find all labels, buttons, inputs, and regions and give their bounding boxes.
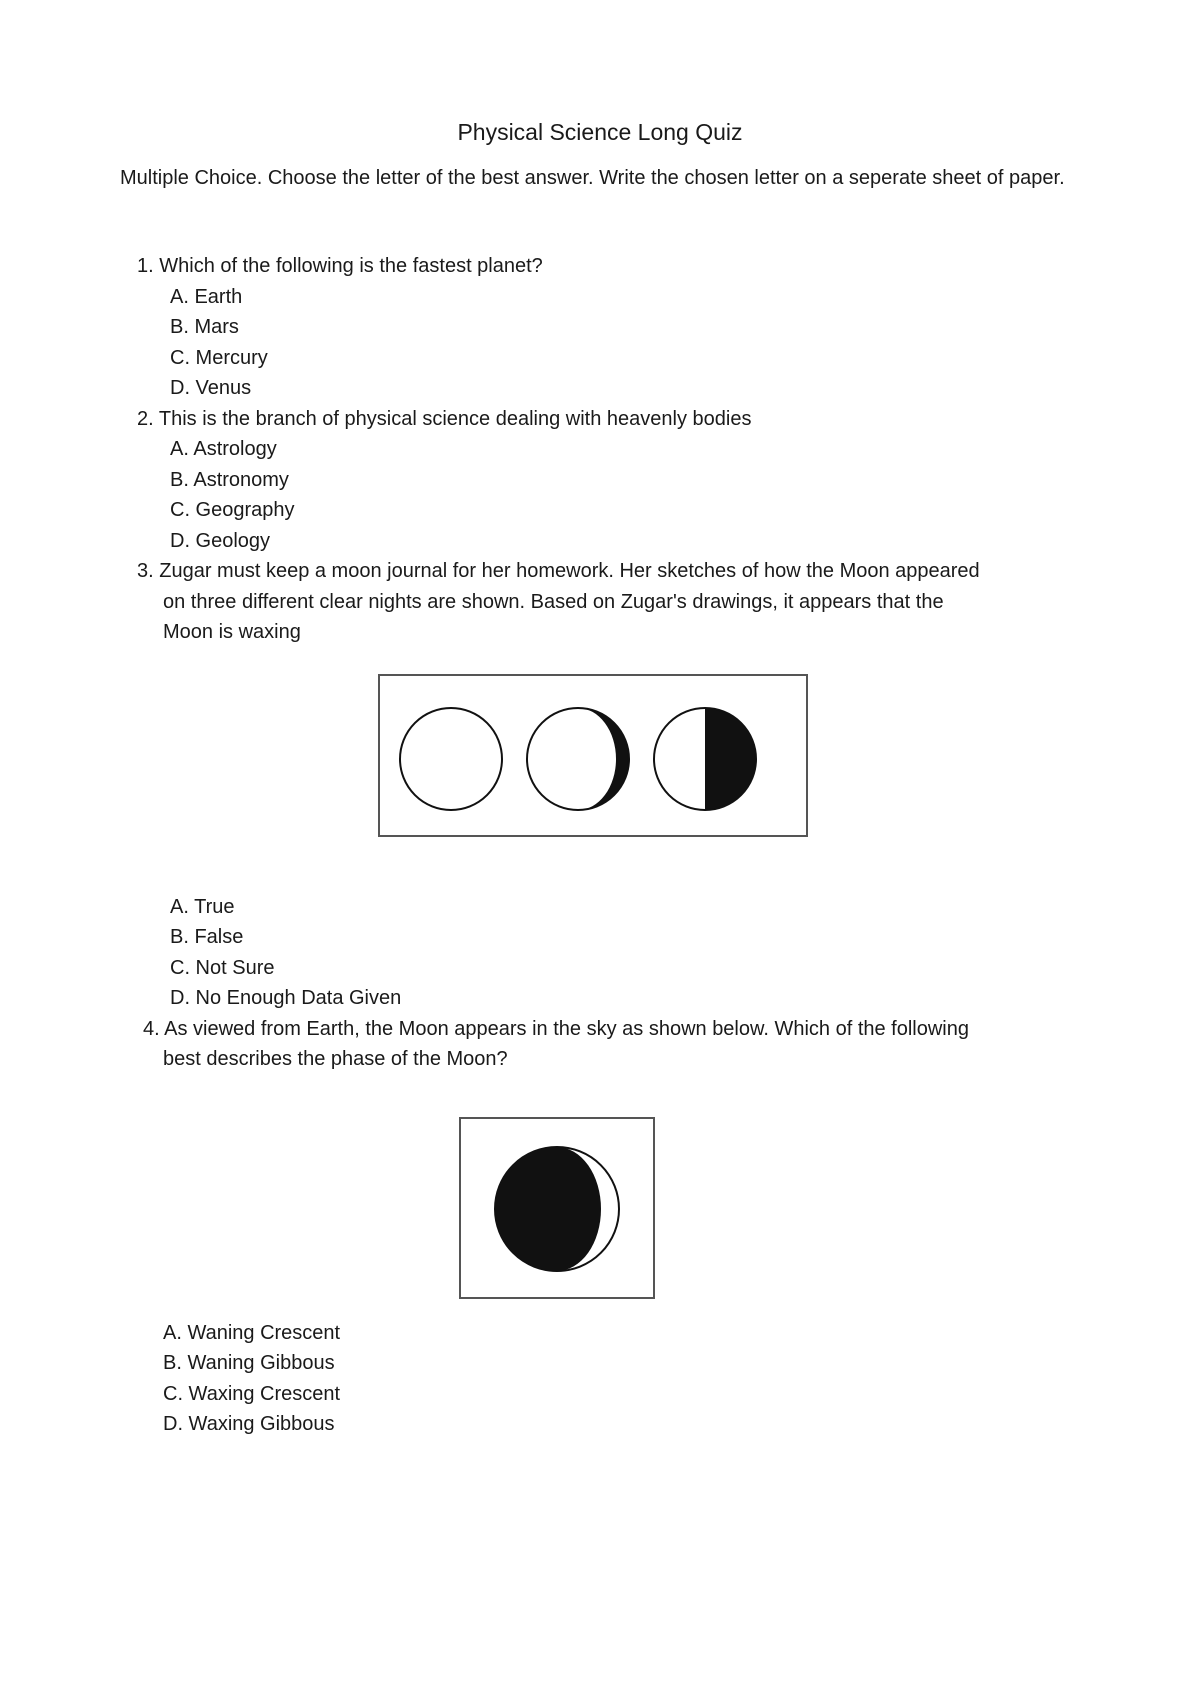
choice-3b: B. False — [170, 926, 244, 948]
choice-1a: A. Earth — [170, 286, 243, 308]
choice-3a: A. True — [170, 896, 235, 918]
choice-2a: A. Astrology — [170, 438, 277, 460]
crescent-moon-sketch — [527, 708, 629, 810]
choice-2b: B. Astronomy — [170, 469, 289, 491]
quiz-title: Physical Science Long Quiz — [457, 119, 743, 145]
full-moon-sketch — [400, 708, 502, 810]
question-text: This is the branch of physical science dealing with heavenly bodies — [158, 408, 752, 430]
question-number: 1. — [137, 255, 154, 277]
choice-2d: D. Geology — [170, 530, 271, 552]
choice-2c: C. Geography — [170, 499, 295, 521]
question-4 — [143, 1014, 969, 1044]
question-4-line-2: best describes the phase of the Moon? — [163, 1048, 508, 1070]
question-text: Zugar must keep a moon journal for her homework. Her sketches of how the Moon appeared — [159, 560, 980, 582]
question-number: 4. — [143, 1018, 160, 1040]
half-moon-sketch — [654, 708, 756, 810]
choice-4c: C. Waxing Crescent — [163, 1383, 341, 1405]
choice-4a: A. Waning Crescent — [163, 1322, 341, 1344]
choice-1c: C. Mercury — [170, 347, 268, 369]
question-3-line-2: on three different clear nights are shown. Based on Zugar's drawings, it appears that the — [163, 591, 944, 613]
choice-4d: D. Waxing Gibbous — [163, 1413, 335, 1435]
instructions-text: Multiple Choice. Choose the letter of the best answer. Write the chosen letter on a seperate sheet of paper. — [120, 167, 1065, 189]
question-3-line-3: Moon is waxing — [163, 621, 301, 643]
moon-phase-figure — [459, 1117, 655, 1299]
choice-1b: B. Mars — [170, 316, 239, 338]
choice-4b: B. Waning Gibbous — [163, 1352, 335, 1374]
dark-portion — [495, 1147, 601, 1271]
question-number: 2. — [137, 408, 154, 430]
moon-phases-drawing — [380, 676, 806, 835]
question-3 — [137, 556, 980, 586]
choice-1d: D. Venus — [170, 377, 252, 399]
question-text: As viewed from Earth, the Moon appears in the sky as shown below. Which of the following — [164, 1018, 969, 1040]
question-text: Which of the following is the fastest planet? — [159, 255, 543, 277]
choice-3c: C. Not Sure — [170, 957, 275, 979]
moon-journal-figure — [378, 674, 808, 837]
moon-phase-drawing — [461, 1119, 653, 1297]
question-2 — [137, 404, 751, 434]
question-number: 3. — [137, 560, 154, 582]
choice-3d: D. No Enough Data Given — [170, 987, 402, 1009]
question-1 — [137, 251, 543, 281]
